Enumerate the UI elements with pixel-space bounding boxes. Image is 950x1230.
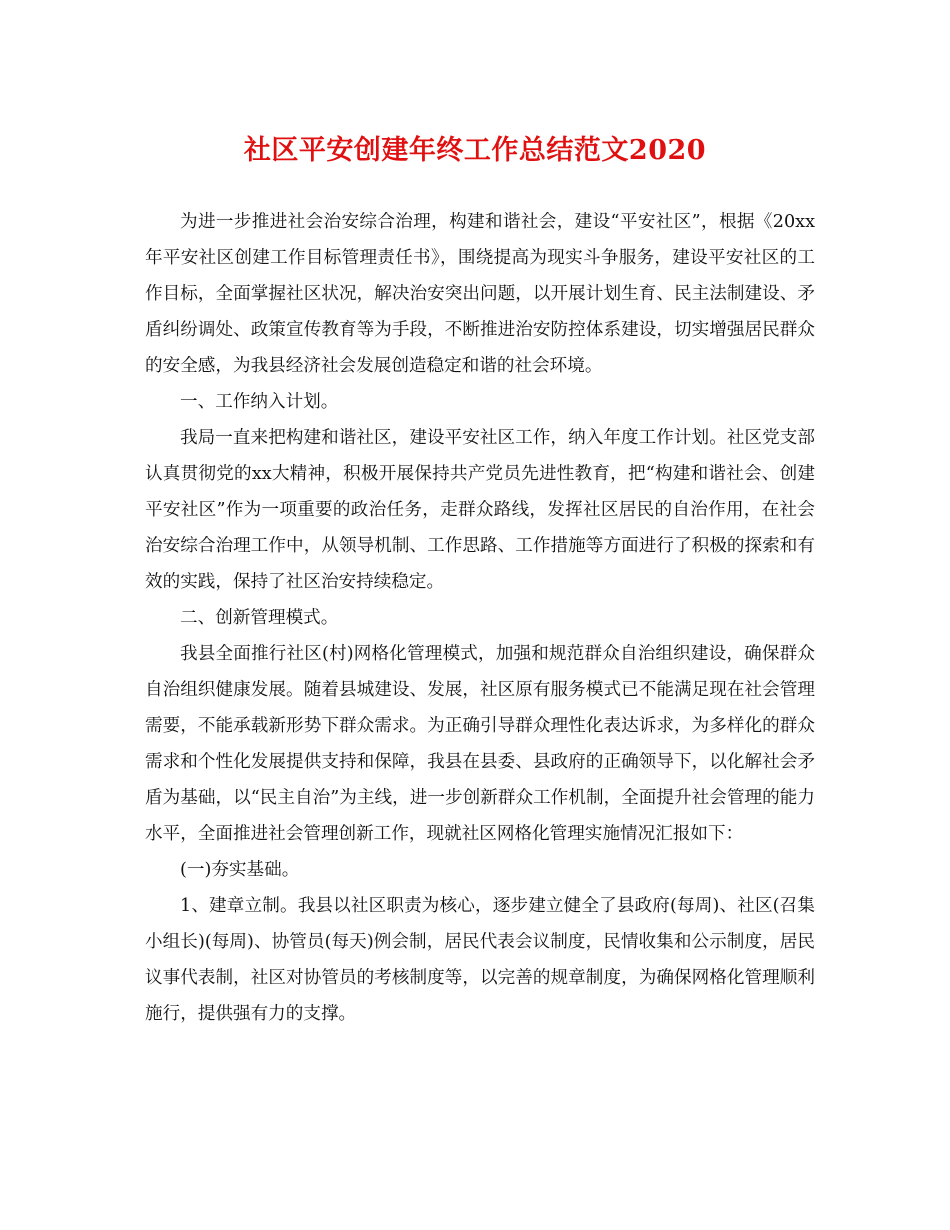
section-heading-2: 二、创新管理模式。: [180, 608, 339, 628]
section-1-paragraph: 我局一直来把构建和谐社区，建设平安社区工作，纳入年度工作计划。社区党支部认真贯彻党的xx大精神，积极开展保持共产党员先进性教育，把“构建和谐社会、创建平安社区”作为一项重要的政治任务，走群众路线，发挥社区居民的自治作用，在社会治安综合治理工作中，从领导机制、工作思路、工作措施等方面进行了积极的探索和有效的实践，保持了社区治安持续稳定。: [145, 428, 815, 592]
subsection-heading-1: (一)夯实基础。: [180, 860, 300, 880]
document-body: [145, 204, 815, 1032]
document-title: 社区平安创建年终工作总结范文2020: [243, 135, 707, 166]
subsection-1-paragraph: 1、建章立制。我县以社区职责为核心，逐步建立健全了县政府(每周)、社区(召集小组长)(每周)、协管员(每天)例会制，居民代表会议制度，民情收集和公示制度，居民议事代表制，社区对协管员的考核制度等，以完善的规章制度，为确保网格化管理顺利施行，提供强有力的支撑。: [145, 896, 815, 1024]
intro-paragraph: 为进一步推进社会治安综合治理，构建和谐社会，建设“平安社区”，根据《20xx年平安社区创建工作目标管理责任书》，围绕提高为现实斗争服务，建设平安社区的工作目标，全面掌握社区状况，解决治安突出问题，以开展计划生育、民主法制建设、矛盾纠纷调处、政策宣传教育等为手段，不断推进治安防控体系建设，切实增强居民群众的安全感，为我县经济社会发展创造稳定和谐的社会环境。: [145, 212, 815, 376]
section-2-paragraph: 我县全面推行社区(村)网格化管理模式，加强和规范群众自治组织建设，确保群众自治组织健康发展。随着县城建设、发展，社区原有服务模式已不能满足现在社会管理需要，不能承载新形势下群众需求。为正确引导群众理性化表达诉求，为多样化的群众需求和个性化发展提供支持和保障，我县在县委、县政府的正确领导下，以化解社会矛盾为基础，以“民主自治”为主线，进一步创新群众工作机制，全面提升社会管理的能力水平，全面推进社会管理创新工作，现就社区网格化管理实施情况汇报如下：: [145, 644, 815, 844]
section-heading-1: 一、工作纳入计划。: [180, 392, 339, 412]
